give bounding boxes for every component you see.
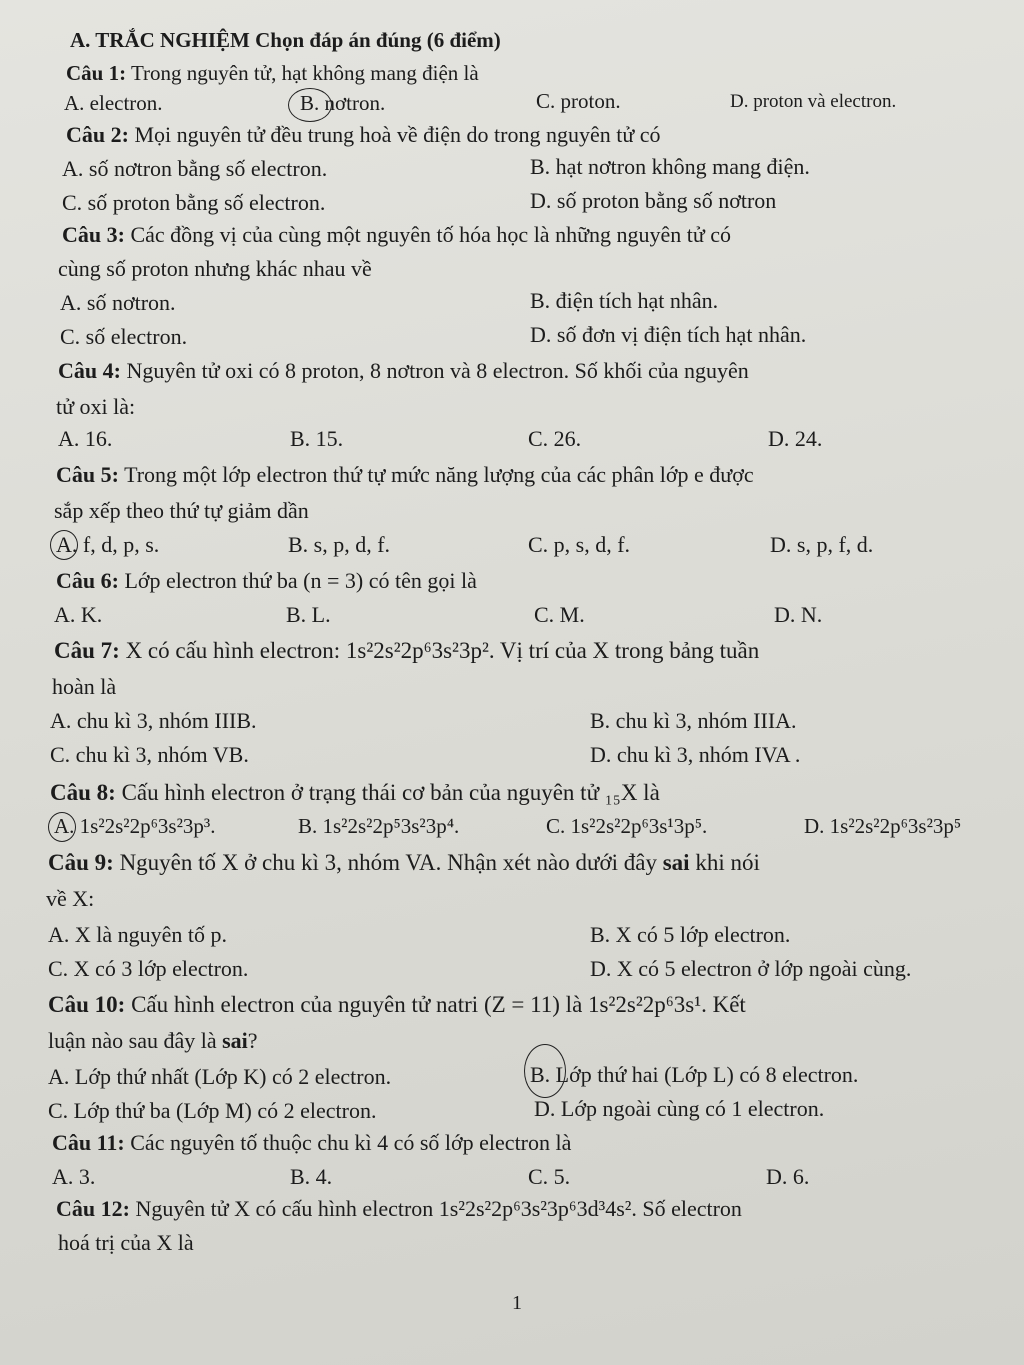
- q7-option-b[interactable]: B. chu kì 3, nhóm IIIA.: [590, 708, 797, 733]
- q4-option-c[interactable]: C. 26.: [528, 426, 582, 451]
- question-9-text: Nguyên tố X ở chu kì 3, nhóm VA. Nhận xét nào dưới đây: [119, 850, 657, 875]
- q5-option-d[interactable]: D. s, p, f, d.: [770, 532, 874, 557]
- q10-option-c[interactable]: C. Lớp thứ ba (Lớp M) có 2 electron.: [48, 1098, 377, 1123]
- question-1-label: Câu 1:: [66, 61, 127, 85]
- section-heading: A. TRẮC NGHIỆM Chọn đáp án đúng (6 điểm): [70, 28, 501, 52]
- q9-option-b[interactable]: B. X có 5 lớp electron.: [590, 922, 791, 947]
- q4-option-b[interactable]: B. 15.: [290, 426, 344, 451]
- question-1: [66, 58, 479, 88]
- question-9-text-end: khi nói: [695, 850, 760, 875]
- q4-option-d[interactable]: D. 24.: [768, 426, 823, 451]
- question-10-label: Câu 10:: [48, 992, 126, 1017]
- q6-option-c[interactable]: C. M.: [534, 602, 585, 627]
- question-3-label: Câu 3:: [62, 222, 125, 247]
- question-4-line-2: tử oxi là:: [56, 394, 136, 419]
- q2-option-a[interactable]: A. số nơtron bằng số electron.: [62, 156, 328, 181]
- question-2: [66, 122, 661, 148]
- q9-option-d[interactable]: D. X có 5 electron ở lớp ngoài cùng.: [590, 956, 912, 981]
- q2-option-d[interactable]: D. số proton bằng số nơtron: [530, 188, 777, 213]
- q7-option-c[interactable]: C. chu kì 3, nhóm VB.: [50, 742, 249, 767]
- question-3-text: Các đồng vị của cùng một nguyên tố hóa học là những nguyên tử có: [130, 222, 732, 247]
- q6-option-b[interactable]: B. L.: [286, 602, 331, 627]
- q3-option-d[interactable]: D. số đơn vị điện tích hạt nhân.: [530, 322, 807, 347]
- q4-option-a[interactable]: A. 16.: [58, 426, 113, 451]
- q3-option-b[interactable]: B. điện tích hạt nhân.: [530, 288, 719, 313]
- question-7-line-2: hoàn là: [52, 674, 117, 699]
- question-4-label: Câu 4:: [58, 358, 121, 383]
- question-11-text: Các nguyên tố thuộc chu kì 4 có số lớp electron là: [130, 1130, 572, 1155]
- question-5: [56, 462, 754, 488]
- answer-circle-mark: [524, 1044, 566, 1098]
- question-9: [48, 850, 760, 876]
- q2-option-c[interactable]: C. số proton bằng số electron.: [62, 190, 326, 215]
- q5-option-a[interactable]: A. f, d, p, s.: [56, 532, 160, 557]
- question-6: [56, 568, 477, 594]
- question-10: [48, 992, 746, 1018]
- question-10-question-mark: ?: [247, 1028, 258, 1053]
- question-4-text: Nguyên tử oxi có 8 proton, 8 nơtron và 8 electron. Số khối của nguyên: [126, 358, 749, 383]
- q8-option-d[interactable]: D. 1s²2s²2p⁶3s²3p⁵: [804, 814, 962, 838]
- q11-option-a[interactable]: A. 3.: [52, 1164, 96, 1189]
- q1-option-c[interactable]: C. proton.: [536, 89, 621, 113]
- q11-option-b[interactable]: B. 4.: [290, 1164, 333, 1189]
- question-5-label: Câu 5:: [56, 462, 119, 487]
- answer-circle-mark: [48, 812, 76, 842]
- question-11-label: Câu 11:: [52, 1130, 125, 1155]
- question-3-line-2: cùng số proton nhưng khác nhau về: [58, 256, 372, 281]
- q1-option-a[interactable]: A. electron.: [64, 91, 163, 115]
- question-7-text: X có cấu hình electron: 1s²2s²2p⁶3s²3p². Vị trí của X trong bảng tuần: [125, 638, 760, 663]
- question-10-line-2: [48, 1028, 258, 1054]
- q9-option-a[interactable]: A. X là nguyên tố p.: [48, 922, 228, 947]
- q10-option-b[interactable]: B. Lớp thứ hai (Lớp L) có 8 electron.: [530, 1062, 859, 1087]
- question-6-text: Lớp electron thứ ba (n = 3) có tên gọi là: [124, 568, 477, 593]
- question-11: [52, 1130, 571, 1156]
- question-12-label: Câu 12:: [56, 1196, 130, 1221]
- q10-option-d[interactable]: D. Lớp ngoài cùng có 1 electron.: [534, 1096, 825, 1121]
- question-7: [54, 638, 759, 664]
- question-10-line-2-text: luận nào sau đây là: [48, 1028, 217, 1053]
- question-2-text: Mọi nguyên tử đều trung hoà về điện do trong nguyên tử có: [134, 122, 661, 147]
- question-2-label: Câu 2:: [66, 122, 129, 147]
- q1-option-b[interactable]: B. nơtron.: [300, 91, 386, 115]
- question-12-text: Nguyên tử X có cấu hình electron 1s²2s²2p⁶3s²3p⁶3d³4s². Số electron: [135, 1196, 742, 1221]
- q10-option-a[interactable]: A. Lớp thứ nhất (Lớp K) có 2 electron.: [48, 1064, 392, 1089]
- question-1-text: Trong nguyên tử, hạt không mang điện là: [130, 61, 479, 85]
- q6-option-a[interactable]: A. K.: [54, 602, 103, 627]
- answer-circle-mark: [288, 88, 332, 122]
- page-number: 1: [512, 1292, 522, 1314]
- question-3: [62, 222, 731, 248]
- q7-option-d[interactable]: D. chu kì 3, nhóm IVA .: [590, 742, 801, 767]
- question-5-line-2: sắp xếp theo thứ tự giảm dần: [54, 498, 309, 523]
- q5-option-c[interactable]: C. p, s, d, f.: [528, 532, 631, 557]
- q9-option-c[interactable]: C. X có 3 lớp electron.: [48, 956, 249, 981]
- question-9-line-2: về X:: [46, 886, 95, 911]
- question-4: [58, 358, 749, 384]
- q5-option-b[interactable]: B. s, p, d, f.: [288, 532, 391, 557]
- q6-option-d[interactable]: D. N.: [774, 602, 823, 627]
- q1-option-d[interactable]: D. proton và electron.: [730, 91, 897, 112]
- q8-option-b[interactable]: B. 1s²2s²2p⁵3s²3p⁴.: [298, 814, 460, 838]
- question-6-label: Câu 6:: [56, 568, 119, 593]
- q3-option-a[interactable]: A. số nơtron.: [60, 290, 176, 315]
- q11-option-d[interactable]: D. 6.: [766, 1164, 810, 1189]
- question-5-text: Trong một lớp electron thứ tự mức năng lượng của các phân lớp e được: [124, 462, 754, 487]
- question-12: [56, 1196, 742, 1222]
- q8-option-c[interactable]: C. 1s²2s²2p⁶3s¹3p⁵.: [546, 814, 708, 838]
- question-9-emphasis: sai: [662, 850, 690, 875]
- question-9-label: Câu 9:: [48, 850, 114, 875]
- q2-option-b[interactable]: B. hạt nơtron không mang điện.: [530, 154, 810, 179]
- question-10-text: Cấu hình electron của nguyên tử natri (Z = 11) là 1s²2s²2p⁶3s¹. Kết: [131, 992, 746, 1017]
- q3-option-c[interactable]: C. số electron.: [60, 324, 188, 349]
- q11-option-c[interactable]: C. 5.: [528, 1164, 571, 1189]
- q7-option-a[interactable]: A. chu kì 3, nhóm IIIB.: [50, 708, 257, 733]
- question-10-emphasis: sai: [222, 1028, 248, 1053]
- question-8-label: Câu 8:: [50, 780, 116, 805]
- question-8: [50, 780, 660, 806]
- question-7-label: Câu 7:: [54, 638, 120, 663]
- q8-option-a[interactable]: A. 1s²2s²2p⁶3s²3p³.: [54, 814, 216, 838]
- answer-circle-mark: [50, 530, 78, 560]
- question-8-text: Cấu hình electron ở trạng thái cơ bản của nguyên tử ₁₅X là: [121, 780, 660, 805]
- question-12-line-2: hoá trị của X là: [58, 1230, 194, 1255]
